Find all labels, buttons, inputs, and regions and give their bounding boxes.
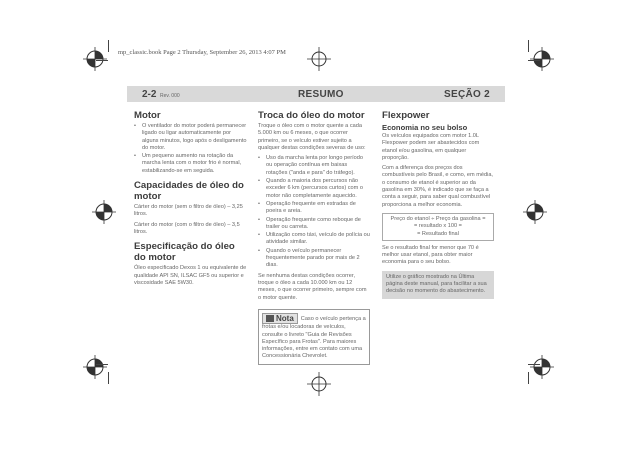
list-item: • Operação frequente como reboque de trailer ou carreta. <box>266 217 370 232</box>
paragraph: Se nenhuma destas condições ocorrer, troque o óleo a cada 10.000 km ou 12 meses, o que ocorrer primeiro, sempre com o motor quente. <box>258 272 367 301</box>
section-title: SEÇÃO 2 <box>444 89 491 100</box>
registration-mark-icon <box>307 372 331 396</box>
heading-motor: Motor <box>134 110 161 121</box>
column-right <box>382 110 494 299</box>
column-middle <box>258 110 370 365</box>
list-item: • Utilização como táxi, veículo de polícia ou atividade similar. <box>266 232 370 247</box>
note-badge <box>262 313 298 324</box>
paragraph: Os veículos equipados com motor 1.0L Flexpower podem ser abastecidos com etanol e/ou gasolina, em qualquer proporção. <box>382 133 480 161</box>
crop-mark <box>108 40 109 52</box>
heading-oil-capacity: Capacidades de óleo do motor <box>134 180 244 203</box>
crop-mark <box>528 60 540 61</box>
list-item: • Uso da marcha lenta por longo período ou operação contínua em baixas rotações ("anda e para" do tráfego). <box>266 155 370 177</box>
registration-mark-icon <box>530 47 554 71</box>
registration-mark-icon <box>92 200 116 224</box>
crop-mark <box>528 372 529 384</box>
formula-line: = resultado x 100 = <box>414 223 462 230</box>
column-left <box>134 110 248 290</box>
crop-mark <box>108 372 109 384</box>
crop-mark <box>528 40 529 52</box>
list-item: • O ventilador do motor poderá permanecer ligado ou ligar automaticamente por alguns minutos, logo após o desligamento do motor. <box>142 123 248 152</box>
paragraph: Troque o óleo com o motor quente a cada 5.000 km ou 6 meses, o que ocorrer primeiro, se o veículo estiver sujeito a qualquer destas condições severas de uso: <box>258 123 366 151</box>
heading-oil-change: Troca do óleo do motor <box>258 110 365 121</box>
crop-mark <box>528 364 540 365</box>
heading-oil-spec: Especificação do óleo do motor <box>134 241 235 264</box>
list-item: • Um pequeno aumento na rotação da marcha lenta com o motor frio é normal, estabilizando-se em seguida. <box>142 153 248 175</box>
tip-box: Utilize o gráfico mostrado na Última página deste manual, para facilitar a sua decisão no momento do abastecimento. <box>382 271 494 299</box>
note-label: Nota <box>276 313 294 323</box>
paragraph: Cárter do motor (sem o filtro de óleo) – 3,25 litros. <box>134 204 243 218</box>
registration-mark-icon <box>83 47 107 71</box>
list-item: • Operação frequente em estradas de poeira e areia. <box>266 201 370 216</box>
list-item: • Quando a maioria dos percursos não exceder 6 km (percursos curtos) com o motor não completamente aquecido. <box>266 178 370 200</box>
note-text: Caso o veículo pertença a frotas e/ou locadoras de veículos, consulte o livreto "Guia de Revisões Específico para Frotas". Para maiores informações, entre em contato com uma Concessionária Chevrolet. <box>262 316 366 360</box>
paragraph: Com a diferença dos preços dos combustíveis pelo Brasil, e como, em média, o consumo de etanol é superior ao da gasolina em 30%, é indicado que se faça a conta a seguir, para saber qual combustível proporciona a melhor economia. <box>382 165 493 208</box>
crop-mark <box>96 364 108 365</box>
bullet-list <box>134 123 248 175</box>
subheading-economy: Economia no seu bolso <box>382 123 468 132</box>
registration-mark-icon <box>307 47 331 71</box>
registration-mark-icon <box>530 355 554 379</box>
formula-box <box>382 213 494 241</box>
page-number: 2-2 <box>142 89 157 100</box>
crop-mark <box>96 60 108 61</box>
print-info-slug: mp_classic.book Page 2 Thursday, September 26, 2013 4:07 PM <box>118 49 286 56</box>
bullet-list <box>258 155 370 269</box>
note-icon <box>266 315 274 322</box>
paragraph: Se o resultado final for menor que 70 é melhor usar etanol, para obter maior economia para o seu bolso. <box>382 244 479 266</box>
list-item: • Quando o veículo permanecer frequentemente parado por mais de 2 dias. <box>266 248 370 270</box>
paragraph: Cárter do motor (com o filtro de óleo) – 3,5 litros. <box>134 221 240 235</box>
formula-line: = Resultado final <box>417 230 459 237</box>
paragraph: Óleo especificado Dexos 1 ou equivalente de qualidade API SN, ILSAC GF5 ou superior e viscosidade SAE 5W30. <box>134 265 247 286</box>
registration-mark-icon <box>523 200 547 224</box>
formula-line: Preço do etanol ÷ Preço da gasolina = <box>390 215 486 222</box>
revision-label: Rev. 000 <box>160 93 180 99</box>
note-box <box>258 309 370 365</box>
registration-mark-icon <box>83 355 107 379</box>
header-title: RESUMO <box>298 89 344 100</box>
heading-flexpower: Flexpower <box>382 110 430 121</box>
